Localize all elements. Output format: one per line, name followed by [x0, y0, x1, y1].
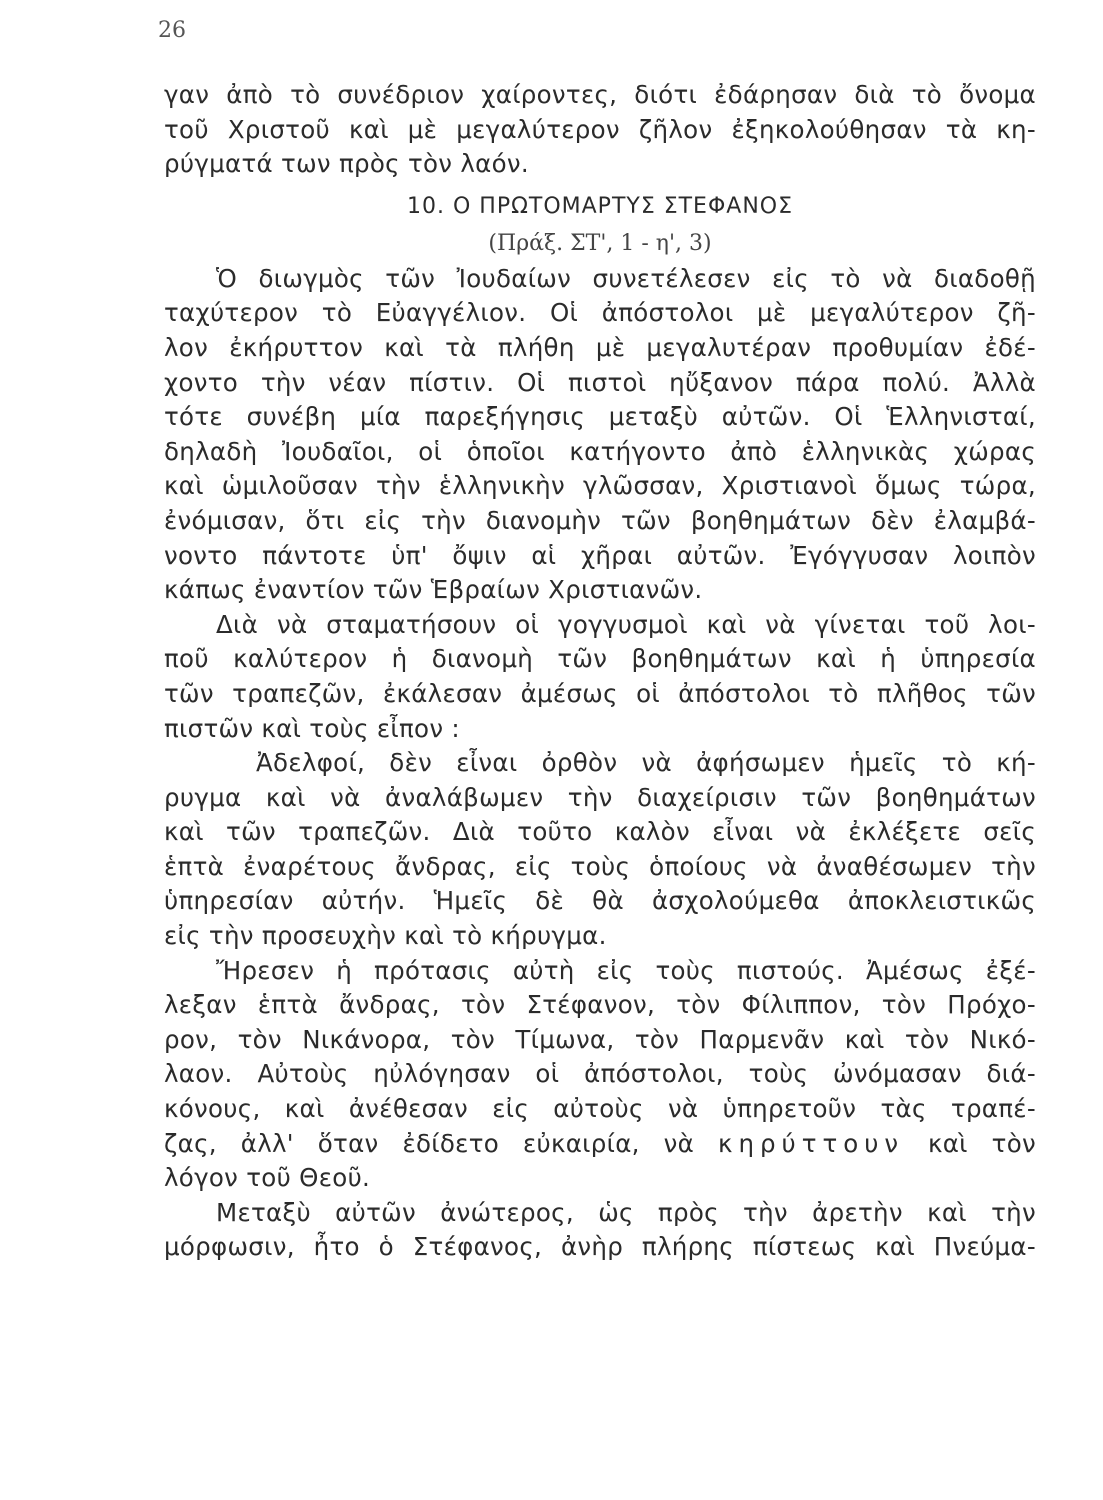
text-line: ποῦ καλύτερον ἡ διανομὴ τῶν βοηθημάτων καὶ ἡ ὑπηρεσία — [164, 644, 1036, 674]
text-line: λον ἐκήρυττον καὶ τὰ πλήθη μὲ μεγαλυτέραν προθυμίαν ἐδέ- — [164, 332, 1036, 362]
text-line: Διὰ νὰ σταματήσουν οἱ γογγυσμοὶ καὶ νὰ γίνεται τοῦ λοι- — [216, 609, 1036, 639]
text-line: Ὁ διωγμὸς τῶν Ἰουδαίων συνετέλεσεν εἰς τὸ νὰ διαδοθῇ — [216, 263, 1036, 293]
text-line: λεξαν ἑπτὰ ἄνδρας, τὸν Στέφανον, τὸν Φίλιππον, τὸν Πρόχο- — [164, 990, 1036, 1020]
text-line: δηλαδὴ Ἰουδαῖοι, οἱ ὁποῖοι κατήγοντο ἀπὸ ἑλληνικὰς χώρας — [164, 436, 1036, 466]
text-line — [164, 1127, 1036, 1162]
text-line: τότε συνέβη μία παρεξήγησις μεταξὺ αὐτῶν. Οἱ Ἑλληνισταί, — [164, 402, 1036, 432]
text-line: Μεταξὺ αὐτῶν ἀνώτερος, ὡς πρὸς τὴν ἀρετὴν καὶ τὴν — [216, 1197, 1036, 1227]
text-line: μόρφωσιν, ἦτο ὁ Στέφανος, ἀνὴρ πλήρης πίστεως καὶ Πνεύμα- — [164, 1232, 1036, 1262]
text-line: ρύγματά των πρὸς τὸν λαόν. — [164, 149, 529, 179]
text-line: καὶ τῶν τραπεζῶν. Διὰ τοῦτο καλὸν εἶναι νὰ ἐκλέξετε σεῖς — [164, 817, 1036, 847]
text-fragment: ζας, ἀλλ' ὅταν ἐδίδετο εὐκαιρία, νὰ — [164, 1128, 695, 1158]
text-line: χοντο τὴν νέαν πίστιν. Οἱ πιστοὶ ηὔξανον πάρα πολύ. Ἀλλὰ — [164, 367, 1036, 397]
text-line: νοντο πάντοτε ὑπ' ὄψιν αἱ χῆραι αὐτῶν. Ἐγόγγυσαν λοιπὸν — [164, 540, 1036, 570]
text-line: ταχύτερον τὸ Εὐαγγέλιον. Οἱ ἀπόστολοι μὲ μεγαλύτερον ζῆ- — [164, 298, 1036, 328]
spaced-emphasis: κηρύττουν — [718, 1128, 905, 1158]
text-line: κόνους, καὶ ἀνέθεσαν εἰς αὐτοὺς νὰ ὑπηρετοῦν τὰς τραπέ- — [164, 1094, 1036, 1124]
text-line: τοῦ Χριστοῦ καὶ μὲ μεγαλύτερον ζῆλον ἐξηκολούθησαν τὰ κη- — [164, 114, 1036, 144]
text-line: πιστῶν καὶ τοὺς εἶπον : — [164, 713, 460, 743]
page-number: 26 — [158, 18, 186, 43]
text-line: Ἀδελφοί, δὲν εἶναι ὀρθὸν νὰ ἀφήσωμεν ἡμεῖς τὸ κή- — [256, 748, 1036, 778]
text-line: λαον. Αὐτοὺς ηὐλόγησαν οἱ ἀπόστολοι, τοὺς ὠνόμασαν διά- — [164, 1059, 1036, 1089]
text-line: εἰς τὴν προσευχὴν καὶ τὸ κήρυγμα. — [164, 921, 607, 951]
text-line: ἑπτὰ ἐναρέτους ἄνδρας, εἰς τοὺς ὁποίους νὰ ἀναθέσωμεν τὴν — [164, 851, 1036, 881]
text-line: καὶ ὡμιλοῦσαν τὴν ἑλληνικὴν γλῶσσαν, Χριστιανοὶ ὅμως τώρα, — [164, 471, 1036, 501]
text-fragment: καὶ τὸν — [927, 1128, 1037, 1158]
text-line: ρυγμα καὶ νὰ ἀναλάβωμεν τὴν διαχείρισιν τῶν βοηθημάτων — [164, 782, 1036, 812]
text-line: ὑπηρεσίαν αὐτήν. Ἡμεῖς δὲ θὰ ἀσχολούμεθα ἀποκλειστικῶς — [164, 886, 1036, 916]
text-line: ρον, τὸν Νικάνορα, τὸν Τίμωνα, τὸν Παρμενᾶν καὶ τὸν Νικό- — [164, 1024, 1036, 1054]
section-heading: 10. Ο ΠΡΩΤΟΜΑΡΤΥΣ ΣΤΕΦΑΝΟΣ — [406, 193, 793, 219]
text-line: τῶν τραπεζῶν, ἐκάλεσαν ἀμέσως οἱ ἀπόστολοι τὸ πλῆθος τῶν — [164, 678, 1036, 708]
text-line: Ἤρεσεν ἡ πρότασις αὐτὴ εἰς τοὺς πιστούς. Ἀμέσως ἐξέ- — [216, 955, 1036, 985]
body-text — [164, 78, 1036, 1265]
scripture-reference: (Πράξ. ΣΤ', 1 - η', 3) — [488, 230, 712, 256]
text-line: γαν ἀπὸ τὸ συνέδριον χαίροντες, διότι ἐδάρησαν διὰ τὸ ὄνομα — [164, 80, 1036, 109]
text-line: κάπως ἐναντίον τῶν Ἑβραίων Χριστιανῶν. — [164, 575, 703, 605]
text-line: λόγον τοῦ Θεοῦ. — [164, 1163, 371, 1193]
text-line: ἐνόμισαν, ὅτι εἰς τὴν διανομὴν τῶν βοηθημάτων δὲν ἐλαμβά- — [164, 505, 1036, 535]
